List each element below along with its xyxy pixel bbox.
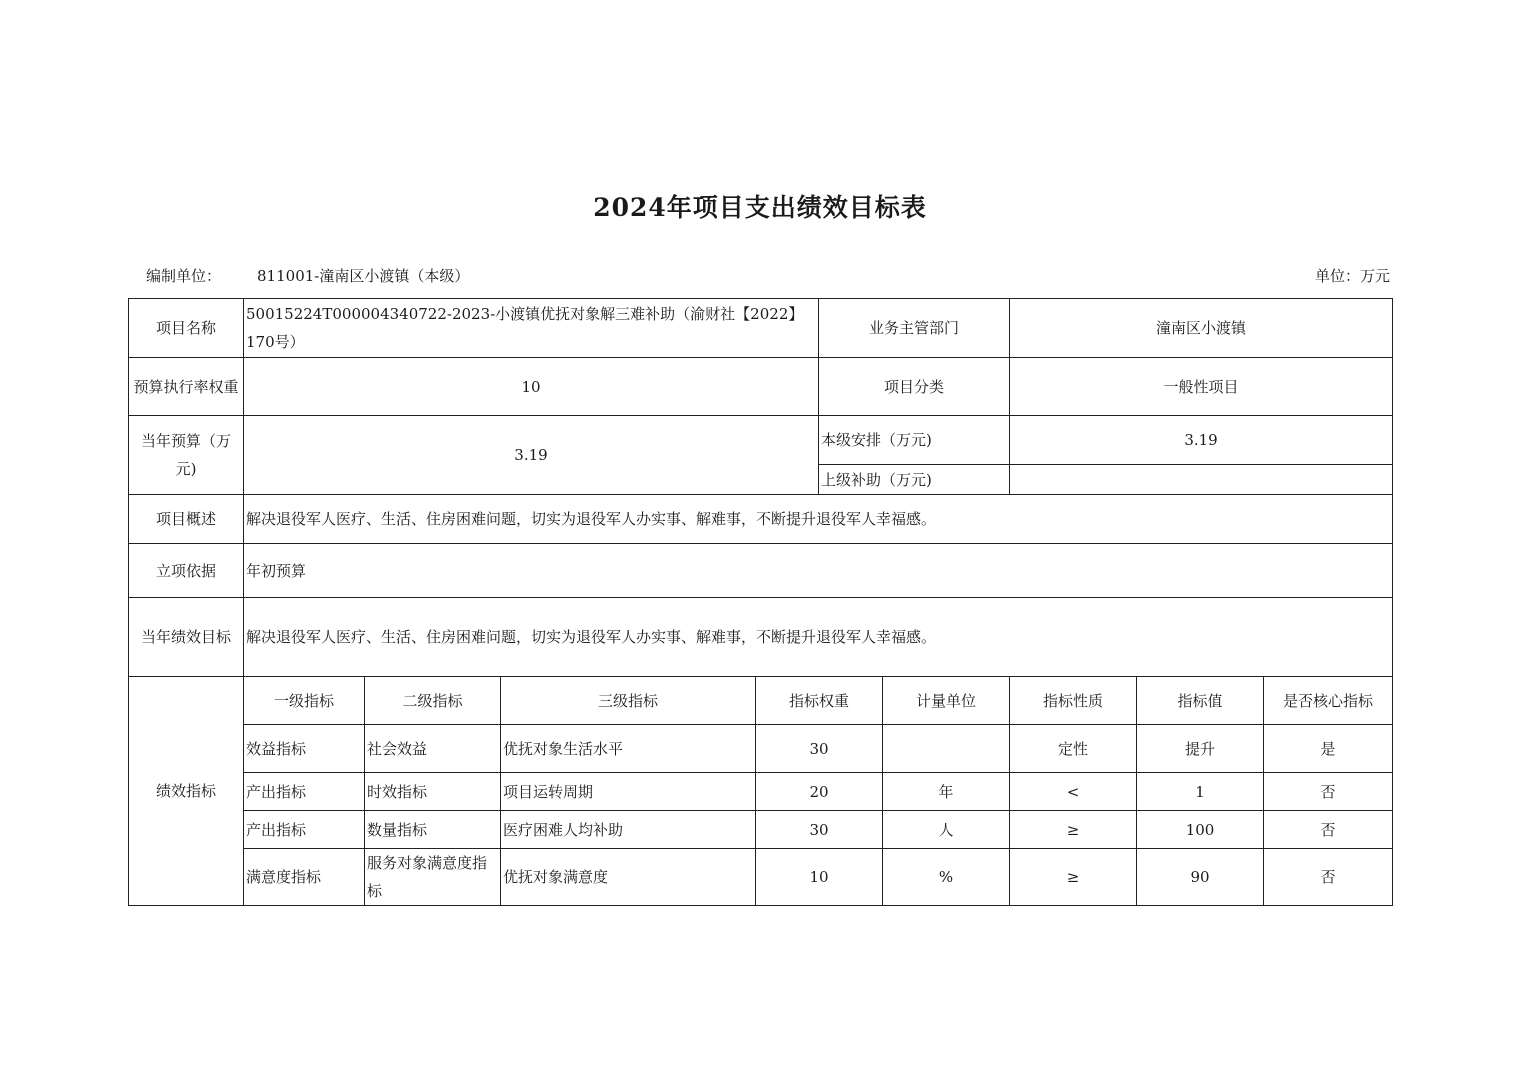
row-annual-budget <box>129 416 1393 465</box>
department-value: 潼南区小渡镇 <box>1010 299 1393 358</box>
header-level3: 三级指标 <box>501 677 756 725</box>
category-label: 项目分类 <box>819 358 1010 416</box>
header-value: 指标值 <box>1137 677 1264 725</box>
basis-label: 立项依据 <box>129 544 244 598</box>
row-unit <box>883 725 1010 773</box>
row-core: 否 <box>1264 773 1393 811</box>
row-level2: 时效指标 <box>365 773 501 811</box>
row-overview <box>129 495 1393 544</box>
overview-value: 解决退役军人医疗、生活、住房困难问题，切实为退役军人办实事、解难事，不断提升退役军人幸福感。 <box>244 495 1393 544</box>
table-row <box>129 811 1393 849</box>
indicators-section-label: 绩效指标 <box>129 677 244 906</box>
row-level1: 满意度指标 <box>244 849 365 906</box>
row-level2: 数量指标 <box>365 811 501 849</box>
row-level3: 优抚对象生活水平 <box>501 725 756 773</box>
row-budget-weight <box>129 358 1393 416</box>
compiling-unit <box>146 265 469 286</box>
row-core: 否 <box>1264 849 1393 906</box>
table-row <box>129 725 1393 773</box>
row-value: 1 <box>1137 773 1264 811</box>
row-level3: 医疗困难人均补助 <box>501 811 756 849</box>
row-weight: 30 <box>756 811 883 849</box>
row-nature: ≥ <box>1010 849 1137 906</box>
row-unit: % <box>883 849 1010 906</box>
annual-budget-label: 当年预算（万元) <box>129 416 244 495</box>
table-row <box>129 773 1393 811</box>
superior-subsidy-label: 上级补助（万元) <box>819 465 1010 495</box>
row-level1: 效益指标 <box>244 725 365 773</box>
row-level3: 优抚对象满意度 <box>501 849 756 906</box>
row-nature: ≥ <box>1010 811 1137 849</box>
budget-weight-label: 预算执行率权重 <box>129 358 244 416</box>
local-arrangement-label: 本级安排（万元) <box>819 416 1010 465</box>
annual-goal-label: 当年绩效目标 <box>129 598 244 677</box>
row-core: 是 <box>1264 725 1393 773</box>
row-weight: 20 <box>756 773 883 811</box>
header-level1: 一级指标 <box>244 677 365 725</box>
overview-label: 项目概述 <box>129 495 244 544</box>
row-value: 90 <box>1137 849 1264 906</box>
row-project-name <box>129 299 1393 358</box>
local-arrangement-value: 3.19 <box>1010 416 1393 465</box>
currency-unit: 单位：万元 <box>1314 267 1390 285</box>
row-weight: 30 <box>756 725 883 773</box>
row-level1: 产出指标 <box>244 811 365 849</box>
row-level2: 社会效益 <box>365 725 501 773</box>
row-unit: 人 <box>883 811 1010 849</box>
row-weight: 10 <box>756 849 883 906</box>
project-name-label: 项目名称 <box>129 299 244 358</box>
row-level1: 产出指标 <box>244 773 365 811</box>
annual-goal-value: 解决退役军人医疗、生活、住房困难问题，切实为退役军人办实事、解难事，不断提升退役军人幸福感。 <box>244 598 1393 677</box>
row-unit: 年 <box>883 773 1010 811</box>
header-core: 是否核心指标 <box>1264 677 1393 725</box>
row-level3: 项目运转周期 <box>501 773 756 811</box>
header-weight: 指标权重 <box>756 677 883 725</box>
row-level2: 服务对象满意度指标 <box>365 849 501 906</box>
row-value: 100 <box>1137 811 1264 849</box>
page-title: 2024年项目支出绩效目标表 <box>593 193 927 222</box>
basis-value: 年初预算 <box>244 544 1393 598</box>
superior-subsidy-value <box>1010 465 1393 495</box>
row-basis <box>129 544 1393 598</box>
header-unit: 计量单位 <box>883 677 1010 725</box>
row-annual-goal <box>129 598 1393 677</box>
performance-target-table <box>128 298 1393 906</box>
row-core: 否 <box>1264 811 1393 849</box>
budget-weight-value: 10 <box>244 358 819 416</box>
annual-budget-value: 3.19 <box>244 416 819 495</box>
row-nature: 定性 <box>1010 725 1137 773</box>
compiling-unit-value: 811001-潼南区小渡镇（本级） <box>257 267 470 285</box>
department-label: 业务主管部门 <box>819 299 1010 358</box>
project-name-value: 50015224T000004340722-2023-小渡镇优抚对象解三难补助（渝财社【2022】170号） <box>244 299 819 358</box>
row-value: 提升 <box>1137 725 1264 773</box>
indicator-header-row <box>129 677 1393 725</box>
header-level2: 二级指标 <box>365 677 501 725</box>
compiling-unit-label: 编制单位： <box>146 267 222 285</box>
table-row <box>129 849 1393 906</box>
row-nature: < <box>1010 773 1137 811</box>
category-value: 一般性项目 <box>1010 358 1393 416</box>
header-nature: 指标性质 <box>1010 677 1137 725</box>
